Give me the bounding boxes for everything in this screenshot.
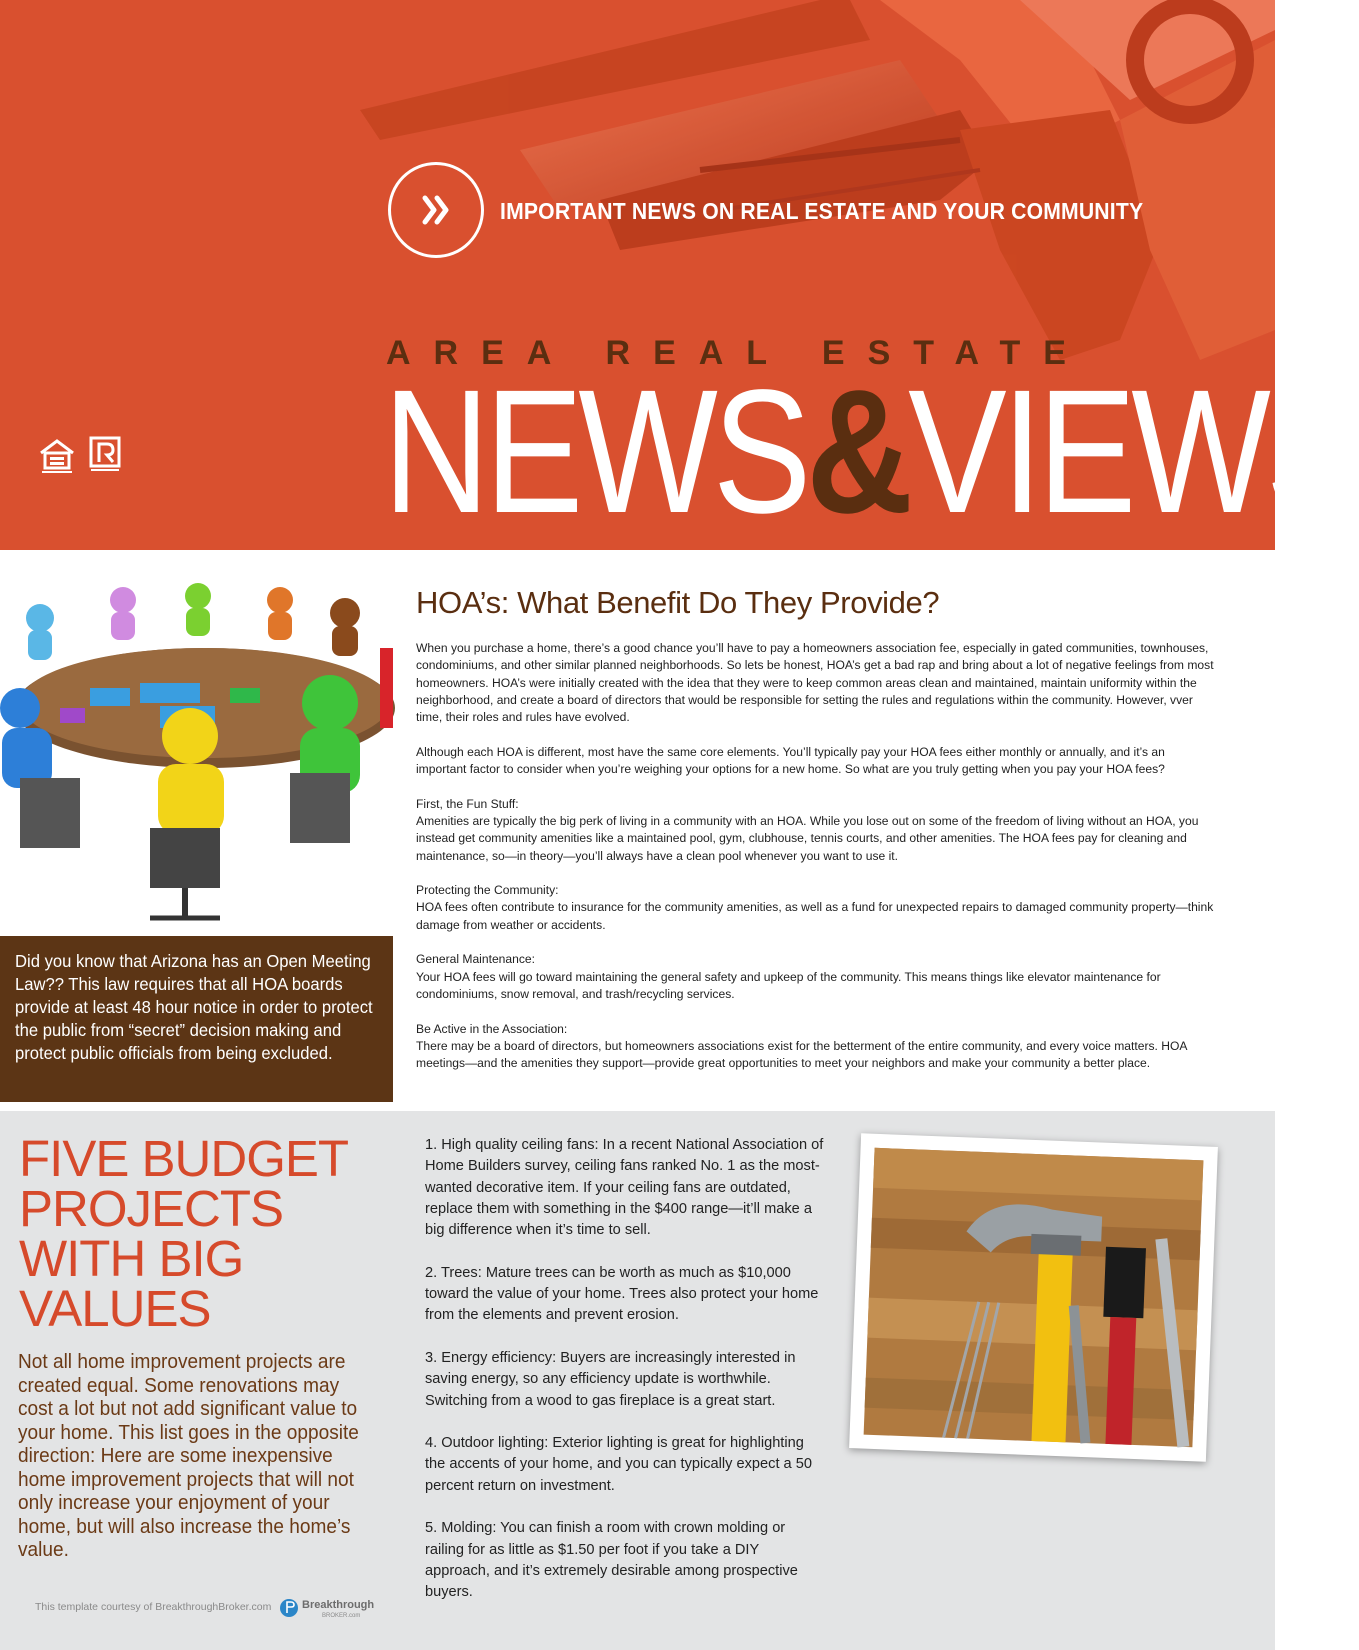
meeting-table-illustration: [0, 588, 393, 930]
tagline: IMPORTANT NEWS ON REAL ESTATE AND YOUR COMMUNITY: [500, 198, 1144, 224]
realtor-icon: [89, 436, 123, 474]
article-body: [416, 640, 1216, 1090]
section-heading: Protecting the Community:: [416, 883, 559, 898]
article-paragraph: Although each HOA is different, most have the same core elements. You’ll typically pay your HOA fees either monthly or annually, and it’s an important factor to consider when you’re weighing your options for a new home. So what are you truly getting when you pay your HOA fees?: [416, 744, 1165, 777]
tools-image: [864, 1148, 1204, 1447]
tools-photo: [849, 1133, 1218, 1461]
template-credit: This template courtesy of BreakthroughBroker.com: [35, 1601, 272, 1613]
section-heading: General Maintenance:: [416, 952, 535, 967]
list-item: 3. Energy efficiency: Buyers are increasingly interested in saving energy, so any efficiency update is worthwhile. Switching from a wood to gas fireplace is a great start.: [425, 1349, 796, 1409]
play-forward-button[interactable]: [388, 162, 484, 258]
project-list: [425, 1135, 825, 1625]
list-item: 5. Molding: You can finish a room with crown molding or railing for as little as $1.50 per foot if you take a DIY approach, and it’s extremely desirable among prospective buyers.: [425, 1520, 798, 1601]
breakthrough-broker-logo: [279, 1595, 379, 1623]
header-banner: [0, 0, 1359, 550]
list-item: 1. High quality ceiling fans: In a recent National Association of Home Builders survey, ceiling fans ranked No. 1 as the most-wanted decorative item. If your ceiling fans are outdated, replace them with something in the $400 range—it’ll make a big difference when it’s time to sell.: [425, 1137, 824, 1239]
article-paragraph: When you purchase a home, there’s a good chance you’ll have to pay a homeowners association fee, especially in gated communities, townhouses, condominiums, and other similar planned neighborhoods. So lets be honest, HOA’s get a bad rap and bring about a lot of negative feelings from most homeowners. HOA’s were initially created with the idea that they were to keep common areas clean and maintained, maintain uniformity within the neighborhood, and create a board of directors that would be responsible for setting the rules and regulations within the community. However, vver time, their roles and rules have evolved.: [416, 641, 1214, 725]
list-item: 2. Trees: Mature trees can be worth as much as $10,000 toward the value of your home. Trees also protect your home from the elements and prevent erosion.: [425, 1264, 819, 1324]
section-body: Amenities are typically the big perk of living in a community with an HOA. While you lose out on some of the freedom of living without an HOA, you instead get community amenities like a maintained pool, gym, clubhouse, tennis courts, and other amenities. The HOA fees pay for cleaning and maintenance, so—in theory—you’ll always have a clean pool whenever you want to use it.: [416, 813, 1199, 863]
article-section: [416, 796, 1216, 865]
equal-housing-icon: [38, 437, 76, 475]
article-title: HOA’s: What Benefit Do They Provide?: [416, 585, 940, 620]
list-item: 4. Outdoor lighting: Exterior lighting is great for highlighting the accents of your home, and you can typically expect a 50 percent return on investment.: [425, 1435, 812, 1494]
budget-intro-text: Not all home improvement projects are created equal. Some renovations may cost a lot but not add significant value to your home. This list goes in the opposite direction: Here are some inexpensive home improvement projects that will not only increase your enjoyment of your home, but will also increase the home’s value.: [18, 1350, 359, 1561]
masthead-title: [383, 354, 1359, 550]
section-body: HOA fees often contribute to insurance for the community amenities, as well as a fund for unexpected repairs to damaged community property—think damage from weather or accidents.: [416, 900, 1214, 932]
section-heading: Be Active in the Association:: [416, 1021, 568, 1036]
article-section: [416, 882, 1216, 934]
did-you-know-box: [0, 936, 393, 1102]
brand-name: Breakthrough: [302, 1599, 375, 1611]
did-you-know-text: Did you know that Arizona has an Open Meeting Law?? This law requires that all HOA boards provide at least 48 hour notice in order to protect the public from “secret” decision making and protect public officials from being excluded.: [15, 951, 373, 1063]
article-section: [416, 1021, 1216, 1073]
chevrons-right-icon: [391, 165, 481, 255]
budget-title: FIVE BUDGET PROJECTS WITH BIG VALUES: [19, 1130, 348, 1337]
masthead-news: NEWS: [383, 354, 807, 550]
article-section: [416, 951, 1216, 1003]
masthead-views: VIEWS: [908, 354, 1359, 550]
section-body: There may be a board of directors, but homeowners associations exist for the betterment of the entire community, and every voice matters. HOA meetings—and the amenities they support—provide great opportunities to meet your neighbors and make your community a better place.: [416, 1038, 1187, 1071]
brand-sub: BROKER.com: [322, 1613, 361, 1619]
kicker-title: AREA REAL ESTATE: [386, 334, 1089, 372]
section-heading: First, the Fun Stuff:: [416, 796, 519, 811]
masthead-ampersand: &: [806, 354, 909, 550]
budget-intro: [18, 1350, 378, 1562]
section-body: Your HOA fees will go toward maintaining the general safety and upkeep of the community. This means things like elevator maintenance for condominiums, snow removal, and trash/recycling services.: [416, 969, 1161, 1001]
